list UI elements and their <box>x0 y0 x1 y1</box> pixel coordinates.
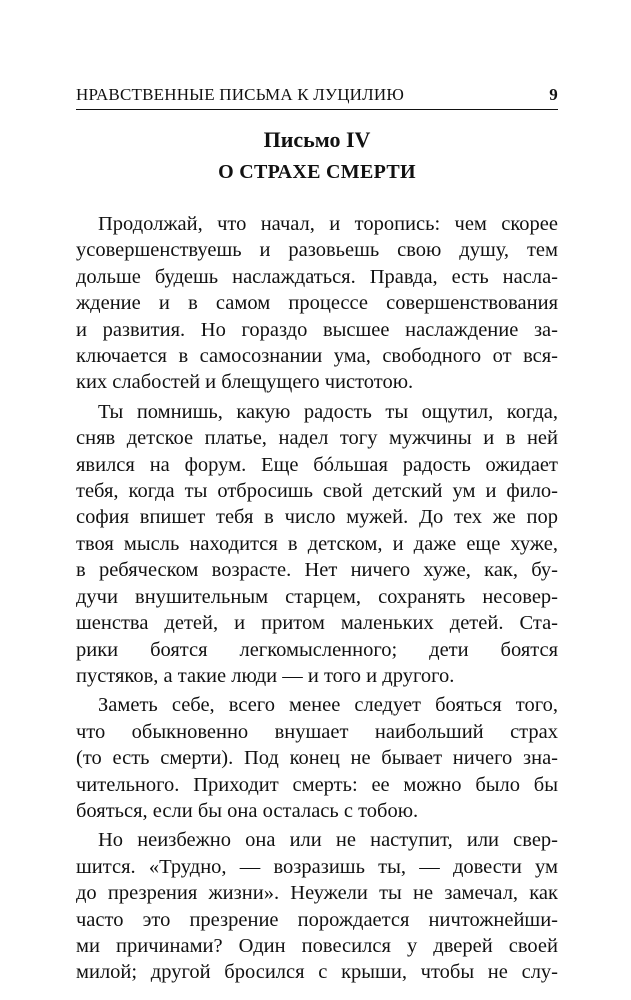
text-line: ждение и в самом процессе совершенствования <box>76 292 558 315</box>
letter-title-heading: О СТРАХЕ СМЕРТИ <box>218 161 416 183</box>
running-head-rule <box>76 109 558 110</box>
text-line: Но неизбежно она или не наступит, или свер- <box>98 829 558 852</box>
running-head-title: НРАВСТВЕННЫЕ ПИСЬМА К ЛУЦИЛИЮ <box>76 85 405 104</box>
text-line: что обыкновенно внушает наибольший страх <box>76 720 558 743</box>
text-line: шится. «Трудно, — возразишь ты, — довести ум <box>76 855 558 878</box>
text-line: шенства детей, и притом маленьких детей. Ста- <box>76 612 558 635</box>
text-line: сняв детское платье, надел тогу мужчины и в ней <box>76 427 558 450</box>
text-line: тебя, когда ты отбросишь свой детский ум и фило- <box>76 480 558 503</box>
text-line: бояться, если бы она осталась с тобою. <box>76 799 419 822</box>
text-line: усовершенствуешь и разовьешь свою душу, тем <box>76 239 558 262</box>
text-line: чительного. Приходит смерть: ее можно было бы <box>76 773 558 796</box>
text-line: софия впишет тебя в число мужей. До тех же пор <box>76 506 558 529</box>
text-line: явился на форум. Еще бóльшая радость ожидает <box>76 453 558 476</box>
text-line: Заметь себе, всего менее следует бояться того, <box>98 694 558 717</box>
running-head <box>76 84 558 106</box>
paragraph-4 <box>76 827 558 985</box>
text-line: Продолжай, что начал, и торопись: чем скорее <box>98 213 558 235</box>
text-line: в ребяческом возрасте. Нет ничего хуже, как, бу- <box>76 559 558 582</box>
text-line: (то есть смерти). Под конец не бывает ничего зна- <box>76 747 558 770</box>
page-number: 9 <box>549 85 558 104</box>
text-line: ких слабостей и блещущего чистотою. <box>76 371 414 394</box>
text-line: рики боятся легкомысленного; дети боятся <box>76 638 558 661</box>
paragraph-1 <box>76 211 558 396</box>
letter-number-heading: Письмо IV <box>263 127 371 152</box>
text-line: и развития. Но гораздо высшее наслаждение за- <box>76 318 558 341</box>
text-line: дольше будешь наслаждаться. Правда, есть насла- <box>76 265 558 288</box>
book-page <box>76 0 558 1000</box>
text-line: ми причинами? Один повесился у дверей своей <box>76 934 558 957</box>
paragraph-3 <box>76 692 558 824</box>
text-line: пустяков, а такие люди — и того и другого. <box>76 664 455 687</box>
paragraph-2 <box>76 399 558 689</box>
text-line: твоя мысль находится в детском, и даже еще хуже, <box>76 532 558 555</box>
text-line: милой; другой бросился с крыши, чтобы не слу- <box>76 961 558 984</box>
body-text <box>76 211 558 989</box>
text-line: ключается в самосознании ума, свободного от вся- <box>76 345 558 368</box>
text-line: часто это презрение порождается ничтожнейши- <box>76 908 558 931</box>
text-line: дучи внушительным старцем, сохранять несовер- <box>76 585 558 608</box>
text-line: до презрения жизни». Неужели ты не замечал, как <box>76 882 558 905</box>
text-line: Ты помнишь, какую радость ты ощутил, когда, <box>98 400 558 423</box>
